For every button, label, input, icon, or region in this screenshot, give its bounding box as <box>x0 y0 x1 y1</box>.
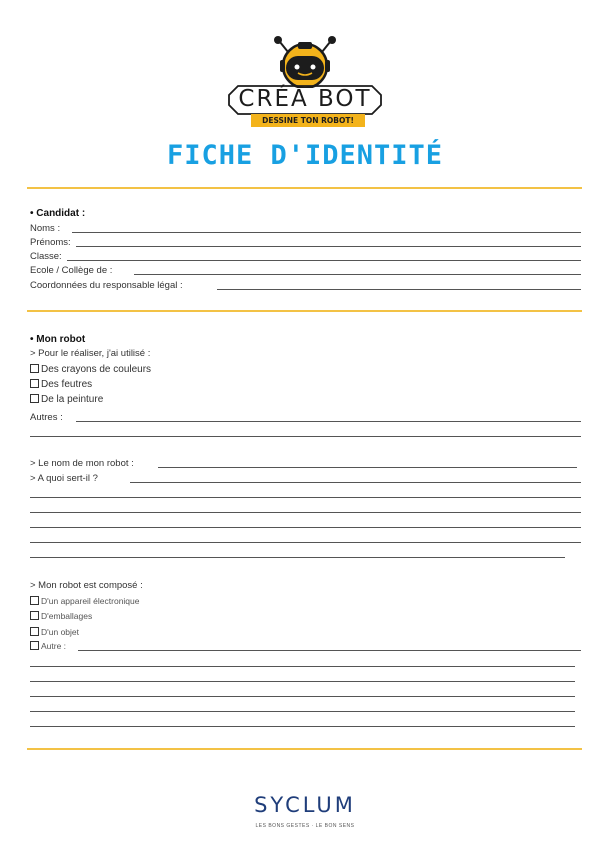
logo-name: CRÉA BOT <box>238 86 372 112</box>
checkbox-icon <box>30 611 39 620</box>
divider <box>27 748 582 750</box>
checkbox-label: D'un appareil électronique <box>41 596 140 606</box>
autre-label: Autre : <box>41 641 67 651</box>
prenoms-label: Prénoms: <box>30 237 71 248</box>
robot-head-icon <box>228 28 382 88</box>
noms-field[interactable] <box>30 222 581 236</box>
blank-line[interactable] <box>30 701 581 715</box>
ecole-label: Ecole / Collège de : <box>30 265 113 276</box>
checkbox-icon <box>30 394 39 403</box>
blank-line[interactable] <box>30 671 581 685</box>
checkbox-label: Des crayons de couleurs <box>41 364 152 375</box>
syclum-logo: SYCLUM <box>254 793 356 817</box>
checkbox-feutres[interactable] <box>30 379 92 391</box>
blank-line[interactable] <box>30 656 581 670</box>
candidat-heading: • Candidat : <box>30 208 86 219</box>
responsable-field[interactable] <box>30 279 581 293</box>
checkbox-label: Des feutres <box>41 379 93 390</box>
checkbox-emballages[interactable] <box>30 610 92 622</box>
autre-field[interactable] <box>30 640 581 654</box>
blank-line[interactable] <box>30 517 581 531</box>
checkbox-peinture[interactable] <box>30 394 103 406</box>
blank-line[interactable] <box>30 716 581 730</box>
responsable-label: Coordonnées du responsable légal : <box>30 280 183 291</box>
blank-line[interactable] <box>30 686 581 700</box>
robot-heading: • Mon robot <box>30 334 86 345</box>
blank-line[interactable] <box>30 547 581 561</box>
checkbox-label: D'un objet <box>41 627 80 637</box>
checkbox-crayons[interactable] <box>30 364 151 376</box>
checkbox-electronique[interactable] <box>30 595 140 607</box>
checkbox-objet[interactable] <box>30 626 79 638</box>
creabot-logo <box>228 28 382 130</box>
classe-field[interactable] <box>30 250 581 264</box>
divider <box>27 187 582 189</box>
checkbox-icon <box>30 627 39 636</box>
blank-line[interactable] <box>30 532 581 546</box>
robot-name-field[interactable] <box>30 457 581 471</box>
compose-question: > Mon robot est composé : <box>30 580 143 591</box>
ecole-field[interactable] <box>30 264 581 278</box>
checkbox-icon <box>30 641 39 650</box>
blank-line[interactable] <box>30 502 581 516</box>
checkbox-icon <box>30 596 39 605</box>
robot-use-label: > A quoi sert-il ? <box>30 473 98 484</box>
autres-field[interactable] <box>30 411 581 425</box>
syclum-tagline: LES BONS GESTES · LE BON SENS <box>255 823 355 829</box>
autres-label: Autres : <box>30 412 63 423</box>
divider <box>27 310 582 312</box>
logo-tagline: DESSINE TON ROBOT! <box>251 114 365 127</box>
checkbox-label: D'emballages <box>41 611 93 621</box>
checkbox-icon <box>30 364 39 373</box>
checkbox-label: De la peinture <box>41 394 104 405</box>
robot-use-field[interactable] <box>30 472 581 486</box>
blank-line[interactable] <box>30 487 581 501</box>
blank-line[interactable] <box>30 426 581 440</box>
noms-label: Noms : <box>30 223 61 234</box>
prenoms-field[interactable] <box>30 236 581 250</box>
classe-label: Classe: <box>30 251 62 262</box>
page-title: FICHE D'IDENTITÉ <box>166 140 444 171</box>
checkbox-icon <box>30 379 39 388</box>
robot-name-label: > Le nom de mon robot : <box>30 458 134 469</box>
materials-question: > Pour le réaliser, j'ai utilisé : <box>30 348 151 359</box>
